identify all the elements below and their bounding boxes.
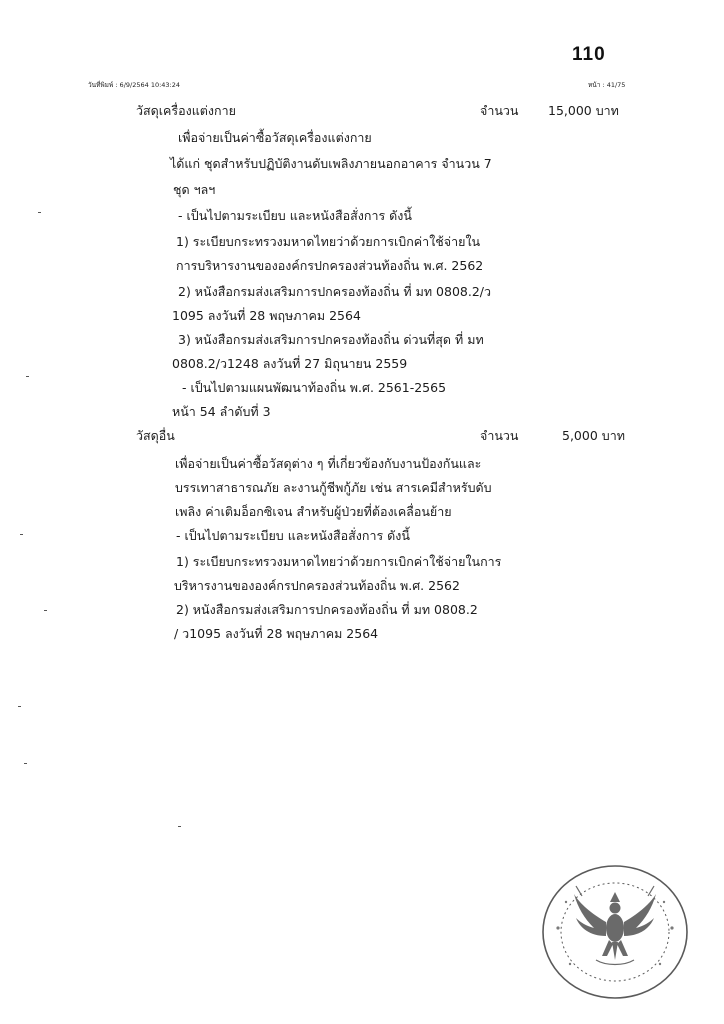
section2-line: 2) หนังสือกรมส่งเสริมการปกครองท้องถิ่น ที่ มท 0808.2	[176, 602, 478, 617]
section2-line: - เป็นไปตามระเบียบ และหนังสือสั่งการ ดังนี้	[176, 528, 410, 543]
section1-line: 2) หนังสือกรมส่งเสริมการปกครองท้องถิ่น ที่ มท 0808.2/ว	[178, 284, 492, 299]
scan-speck	[178, 826, 181, 827]
section2-line: บรรเทาสาธารณภัย ละงานกู้ชีพกู้ภัย เช่น สารเคมีสำหรับดับ	[175, 480, 492, 495]
scan-speck	[20, 534, 23, 535]
section1-line: หน้า 54 ลำดับที่ 3	[172, 404, 271, 419]
page-indicator: หน้า : 41/75	[588, 81, 626, 89]
section2-title: วัสดุอื่น	[136, 428, 175, 443]
print-date: วันที่พิมพ์ : 6/9/2564 10:43:24	[88, 81, 181, 89]
page-number: 110	[572, 44, 606, 65]
section1-line: ชุด ฯลฯ	[173, 182, 216, 197]
scan-speck	[24, 763, 27, 764]
scan-speck	[18, 706, 21, 707]
section1-line: การบริหารงานขององค์กรปกครองส่วนท้องถิ่น พ.ศ. 2562	[176, 258, 484, 273]
section1-line: - เป็นไปตามแผนพัฒนาท้องถิ่น พ.ศ. 2561-2565	[182, 380, 447, 395]
section2-line: / ว1095 ลงวันที่ 28 พฤษภาคม 2564	[174, 626, 379, 641]
section1-title: วัสดุเครื่องแต่งกาย	[136, 103, 236, 118]
scan-speck	[38, 212, 41, 213]
section2-qty-label: จำนวน	[480, 428, 519, 443]
section2-line: เพื่อจ่ายเป็นค่าซื้อวัสดุต่าง ๆ ที่เกี่ยวข้องกับงานป้องกันและ	[175, 456, 482, 471]
garuda-seal-icon	[536, 856, 694, 1004]
scan-speck	[44, 610, 47, 611]
section2-amount: 5,000 บาท	[562, 428, 625, 443]
section1-line: ได้แก่ ชุดสำหรับปฏิบัติงานดับเพลิงภายนอกอาคาร จำนวน 7	[170, 156, 492, 171]
section2-line: เพลิง ค่าเติมอ็อกซิเจน สำหรับผู้ป่วยที่ต้องเคลื่อนย้าย	[175, 504, 452, 519]
section1-line: 1) ระเบียบกระทรวงมหาดไทยว่าด้วยการเบิกค่าใช้จ่ายใน	[176, 234, 481, 249]
section1-line: 0808.2/ว1248 ลงวันที่ 27 มิถุนายน 2559	[172, 356, 408, 371]
section1-line: 3) หนังสือกรมส่งเสริมการปกครองท้องถิ่น ด่วนที่สุด ที่ มท	[178, 332, 484, 347]
section2-line: บริหารงานขององค์กรปกครองส่วนท้องถิ่น พ.ศ. 2562	[174, 578, 460, 593]
scan-speck	[26, 376, 29, 377]
section1-qty-label: จำนวน	[480, 103, 519, 118]
section1-line: เพื่อจ่ายเป็นค่าซื้อวัสดุเครื่องแต่งกาย	[178, 130, 372, 145]
section1-line: - เป็นไปตามระเบียบ และหนังสือสั่งการ ดังนี้	[178, 208, 412, 223]
section1-line: 1095 ลงวันที่ 28 พฤษภาคม 2564	[172, 308, 361, 323]
section2-line: 1) ระเบียบกระทรวงมหาดไทยว่าด้วยการเบิกค่าใช้จ่ายในการ	[176, 554, 502, 569]
section1-amount: 15,000 บาท	[548, 103, 619, 118]
